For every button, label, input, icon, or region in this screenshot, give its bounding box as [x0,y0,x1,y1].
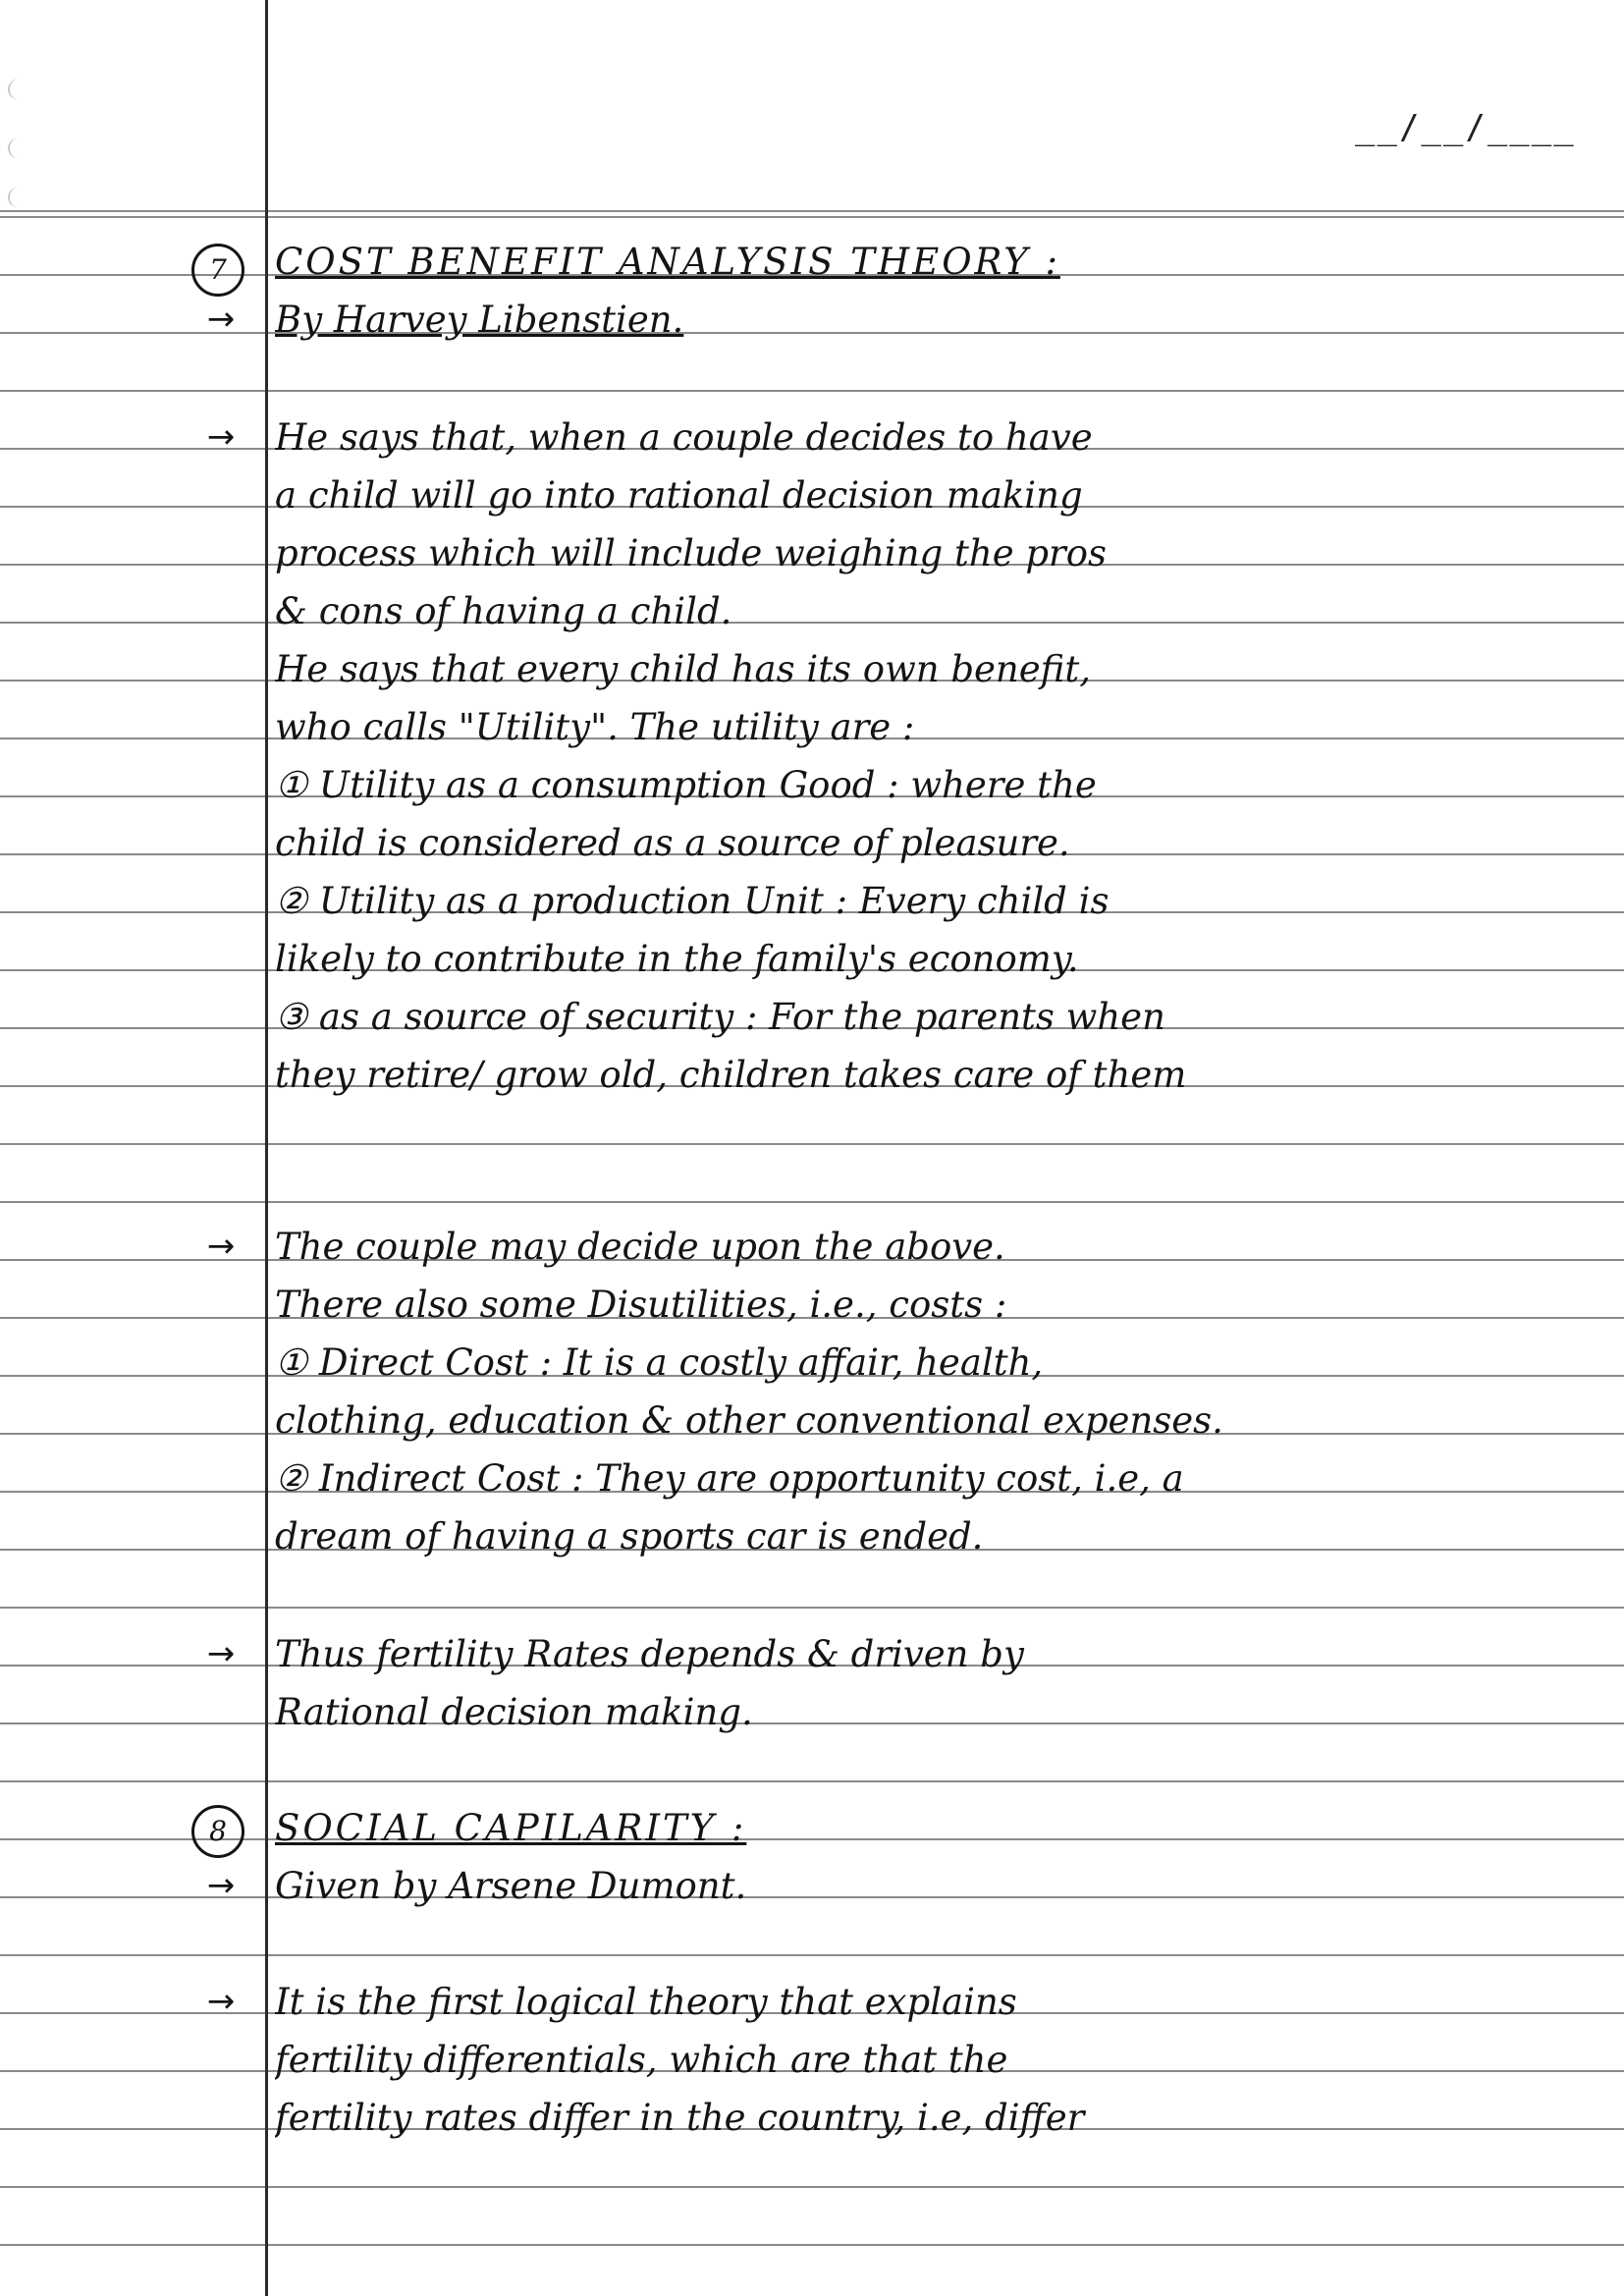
date-field: __/__/____ [1355,108,1576,147]
text-line: likely to contribute in the family's economy. [275,938,1079,980]
text-line: ② Indirect Cost : They are opportunity cost, i.e, a [275,1457,1184,1500]
arrow-icon: → [206,1634,236,1673]
text-line: There also some Disutilities, i.e., costs : [275,1284,1007,1326]
binding-hole [8,187,31,208]
text-line: process which will include weighing the pros [275,532,1107,574]
binding-hole [8,79,31,100]
text-line: Rational decision making. [275,1691,753,1733]
text-line: Given by Arsene Dumont. [275,1865,747,1907]
text-line: He says that, when a couple decides to have [275,416,1093,459]
section-heading: COST BENEFIT ANALYSIS THEORY : [275,241,1060,283]
text-line: who calls "Utility". The utility are : [275,706,915,748]
text-line: dream of having a sports car is ended. [275,1515,984,1558]
text-line: ① Direct Cost : It is a costly affair, health, [275,1341,1044,1384]
text-line: It is the first logical theory that explains [275,1981,1017,2023]
section-number: 7 [191,244,244,297]
text-line: The couple may decide upon the above. [275,1226,1005,1268]
text-line: clothing, education & other conventional expenses. [275,1399,1223,1442]
margin-line [265,0,268,2296]
arrow-icon: → [206,300,236,339]
text-line: fertility differentials, which are that the [275,2039,1008,2081]
arrow-icon: → [206,1227,236,1266]
text-line: He says that every child has its own benefit, [275,648,1091,690]
text-line: Thus fertility Rates depends & driven by [275,1633,1024,1675]
page-header-area [0,0,1624,211]
text-line: ② Utility as a production Unit : Every child is [275,880,1110,922]
header-rule [0,210,1624,212]
text-line: & cons of having a child. [275,590,732,632]
text-line: ③ as a source of security : For the parents when [275,996,1165,1038]
arrow-icon: → [206,417,236,457]
binding-hole [8,137,31,159]
text-line: they retire/ grow old, children takes care of them [275,1054,1187,1096]
text-line: fertility rates differ in the country, i.e, differ [275,2097,1085,2139]
section-heading: SOCIAL CAPILARITY : [275,1807,747,1849]
section-number: 8 [191,1805,244,1858]
arrow-icon: → [206,1866,236,1905]
text-line: By Harvey Libenstien. [275,299,684,341]
text-line: child is considered as a source of pleasure. [275,822,1070,864]
arrow-icon: → [206,1982,236,2021]
text-line: a child will go into rational decision making [275,474,1083,517]
text-line: ① Utility as a consumption Good : where the [275,764,1097,806]
